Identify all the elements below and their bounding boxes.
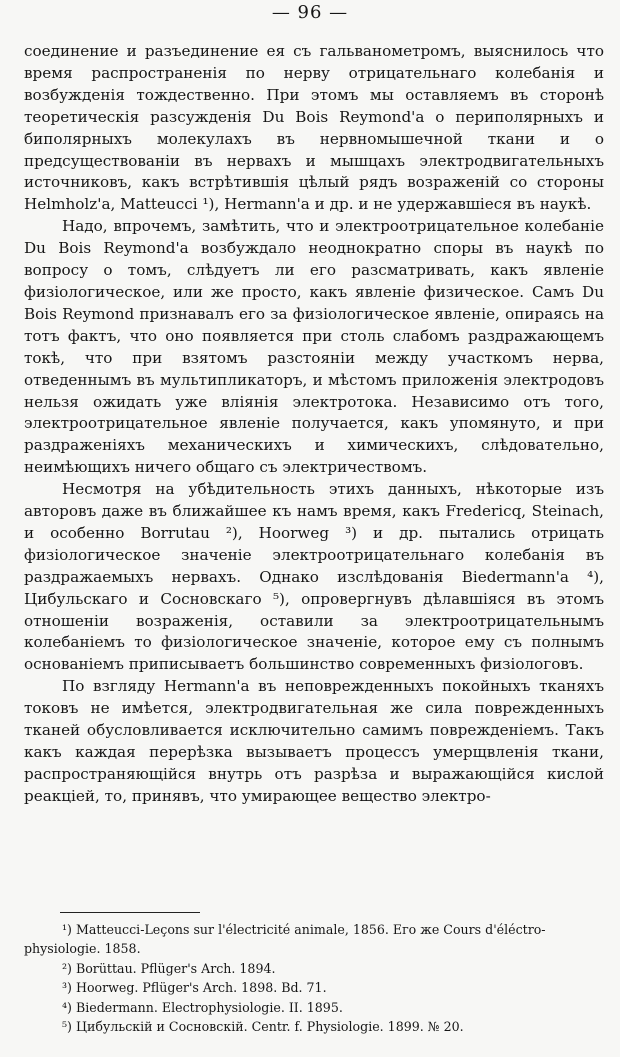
footnote-2: ²) Borüttau. Pflüger's Arch. 1894. (62, 960, 276, 976)
paragraph-1: соединение и разъединение ея съ гальванометромъ, выяснилось что время распространенія по нерву отрицательнаго колебанія и возбужденія тождественно. При этомъ мы оставляемъ въ сторонѣ теоретическія разсужденія Du Bois Reymond'а о периполярныхъ и биполярныхъ молекулахъ въ нервномышечной ткани и о предсуществованіи въ нервахъ и мышцахъ электродвигательныхъ источниковъ, какъ встрѣтившія цѣлый рядъ возраженій со стороны Helmholz'а, Matteucci ¹), Hermann'а и др. и не удержавшіеся въ наукѣ. (24, 42, 604, 214)
page-number: — 96 — (271, 2, 349, 23)
paragraph-4: По взгляду Hermann'а въ неповрежденныхъ покойныхъ тканяхъ токовъ не имѣется, электродвигательная же сила поврежденныхъ тканей обусловливается исключительно самимъ поврежденіемъ. Такъ какъ каждая перерѣзка вызываетъ процессъ умерщвленія ткани, распространяющійся внутрь отъ разрѣза и выражающійся кислой реакціей, то, принявъ, что умирающее вещество электро- (24, 677, 604, 805)
footnotes (24, 920, 604, 1036)
footnote-separator (60, 912, 200, 913)
footnote-1: ¹) Matteucci-Leçons sur l'électricité animale, 1856. Его же Cours d'éléctro- (62, 922, 546, 937)
footnote-5: ⁵) Цибульскій и Сосновскій. Centr. f. Physiologie. 1899. № 20. (62, 1019, 464, 1035)
paragraph-3: Несмотря на убѣдительность этихъ данныхъ, нѣкоторые изъ авторовъ даже въ ближайшее къ намъ время, какъ Fredericq, Steinach, и особенно Borrutau ²), Hoorweg ³) и др. пытались отрицать физіологическое значеніе электроотрицательнаго колебанія въ раздражаемыхъ нервахъ. Однако изслѣдованія Biedermann'а ⁴), Цибульскаго и Сосновскаго ⁵), опровергнувъ дѣлавшіяся въ этомъ отношеніи возраженія, оставили за электроотрицательнымъ колебаніемъ то физіологическое значеніе, которое ему съ полнымъ основаніемъ приписываетъ большинство современныхъ физіологовъ. (24, 480, 604, 674)
footnote-1-continuation: physiologie. 1858. (24, 941, 141, 957)
footnote-3: ³) Hoorweg. Pflüger's Arch. 1898. Bd. 71. (62, 980, 327, 996)
paragraph-2: Надо, впрочемъ, замѣтить, что и электроотрицательное колебаніе Du Bois Reymond'а возбуждало неоднократно споры въ наукѣ по вопросу о томъ, слѣдуетъ ли его разсматривать, какъ явленіе физіологическое, или же просто, какъ явленіе физическое. Самъ Du Bois Reymond признавалъ его за физіологическое явленіе, опираясь на тотъ фактъ, что оно появляется при столь слабомъ раздражающемъ токѣ, что при взятомъ разстояніи между участкомъ нерва, отведеннымъ въ мультипликаторъ, и мѣстомъ приложенія электродовъ нельзя ожидать уже вліянія электротока. Независимо отъ того, электроотрицательное явленіе получается, какъ упомянуто, и при раздраженіяхъ механическихъ и химическихъ, слѣдовательно, неимѣющихъ ничего общаго съ электричествомъ. (24, 217, 604, 477)
footnote-4: ⁴) Biedermann. Electrophysiologie. II. 1895. (62, 999, 343, 1015)
body-text (24, 41, 604, 808)
